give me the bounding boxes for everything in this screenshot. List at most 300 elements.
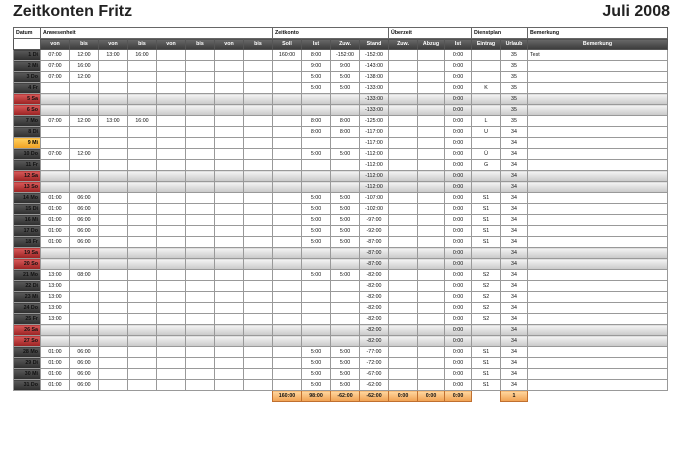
von-2-cell[interactable] bbox=[99, 138, 128, 149]
von-2-cell[interactable] bbox=[99, 237, 128, 248]
eintrag-cell[interactable]: S1 bbox=[472, 204, 501, 215]
bis-3-cell[interactable] bbox=[186, 248, 215, 259]
bemerkung-cell[interactable] bbox=[528, 325, 668, 336]
von-3-cell[interactable] bbox=[157, 358, 186, 369]
bis-2-cell[interactable] bbox=[128, 138, 157, 149]
bis-4-cell[interactable] bbox=[244, 182, 273, 193]
von-3-cell[interactable] bbox=[157, 303, 186, 314]
bemerkung-cell[interactable] bbox=[528, 259, 668, 270]
bis-3-cell[interactable] bbox=[186, 127, 215, 138]
bis-4-cell[interactable] bbox=[244, 336, 273, 347]
von-4-cell[interactable] bbox=[215, 325, 244, 336]
bemerkung-cell[interactable] bbox=[528, 193, 668, 204]
bemerkung-cell[interactable] bbox=[528, 116, 668, 127]
bemerkung-cell[interactable] bbox=[528, 281, 668, 292]
von-1-cell[interactable]: 13:00 bbox=[41, 314, 70, 325]
bis-4-cell[interactable] bbox=[244, 347, 273, 358]
von-4-cell[interactable] bbox=[215, 171, 244, 182]
von-4-cell[interactable] bbox=[215, 204, 244, 215]
bis-3-cell[interactable] bbox=[186, 116, 215, 127]
von-3-cell[interactable] bbox=[157, 171, 186, 182]
bis-4-cell[interactable] bbox=[244, 380, 273, 391]
bemerkung-cell[interactable] bbox=[528, 171, 668, 182]
bis-4-cell[interactable] bbox=[244, 127, 273, 138]
bis-2-cell[interactable] bbox=[128, 369, 157, 380]
bis-1-cell[interactable]: 12:00 bbox=[70, 149, 99, 160]
eintrag-cell[interactable]: S1 bbox=[472, 369, 501, 380]
bemerkung-cell[interactable] bbox=[528, 292, 668, 303]
von-2-cell[interactable] bbox=[99, 160, 128, 171]
bis-2-cell[interactable] bbox=[128, 171, 157, 182]
bis-2-cell[interactable] bbox=[128, 182, 157, 193]
von-1-cell[interactable] bbox=[41, 138, 70, 149]
eintrag-cell[interactable] bbox=[472, 94, 501, 105]
eintrag-cell[interactable] bbox=[472, 171, 501, 182]
bis-1-cell[interactable] bbox=[70, 171, 99, 182]
von-3-cell[interactable] bbox=[157, 270, 186, 281]
von-1-cell[interactable]: 01:00 bbox=[41, 347, 70, 358]
von-2-cell[interactable]: 13:00 bbox=[99, 116, 128, 127]
bemerkung-cell[interactable] bbox=[528, 226, 668, 237]
bis-4-cell[interactable] bbox=[244, 149, 273, 160]
von-1-cell[interactable] bbox=[41, 83, 70, 94]
bemerkung-cell[interactable] bbox=[528, 138, 668, 149]
von-3-cell[interactable] bbox=[157, 281, 186, 292]
bis-1-cell[interactable] bbox=[70, 336, 99, 347]
von-3-cell[interactable] bbox=[157, 116, 186, 127]
bis-3-cell[interactable] bbox=[186, 226, 215, 237]
von-1-cell[interactable] bbox=[41, 248, 70, 259]
von-3-cell[interactable] bbox=[157, 314, 186, 325]
bemerkung-cell[interactable] bbox=[528, 105, 668, 116]
eintrag-cell[interactable]: S2 bbox=[472, 270, 501, 281]
eintrag-cell[interactable] bbox=[472, 72, 501, 83]
von-4-cell[interactable] bbox=[215, 237, 244, 248]
bemerkung-cell[interactable] bbox=[528, 314, 668, 325]
eintrag-cell[interactable] bbox=[472, 61, 501, 72]
bis-3-cell[interactable] bbox=[186, 303, 215, 314]
bis-1-cell[interactable]: 06:00 bbox=[70, 215, 99, 226]
von-2-cell[interactable] bbox=[99, 270, 128, 281]
bis-2-cell[interactable] bbox=[128, 160, 157, 171]
eintrag-cell[interactable]: K bbox=[472, 83, 501, 94]
von-4-cell[interactable] bbox=[215, 248, 244, 259]
von-2-cell[interactable] bbox=[99, 226, 128, 237]
bemerkung-cell[interactable] bbox=[528, 270, 668, 281]
von-2-cell[interactable] bbox=[99, 105, 128, 116]
von-3-cell[interactable] bbox=[157, 83, 186, 94]
bis-1-cell[interactable] bbox=[70, 248, 99, 259]
von-3-cell[interactable] bbox=[157, 248, 186, 259]
von-1-cell[interactable]: 01:00 bbox=[41, 380, 70, 391]
bis-3-cell[interactable] bbox=[186, 94, 215, 105]
bis-2-cell[interactable] bbox=[128, 347, 157, 358]
von-1-cell[interactable] bbox=[41, 325, 70, 336]
bis-3-cell[interactable] bbox=[186, 182, 215, 193]
von-3-cell[interactable] bbox=[157, 226, 186, 237]
von-3-cell[interactable] bbox=[157, 149, 186, 160]
von-1-cell[interactable] bbox=[41, 127, 70, 138]
bis-4-cell[interactable] bbox=[244, 171, 273, 182]
bis-3-cell[interactable] bbox=[186, 215, 215, 226]
bis-1-cell[interactable]: 08:00 bbox=[70, 270, 99, 281]
von-1-cell[interactable] bbox=[41, 171, 70, 182]
bis-4-cell[interactable] bbox=[244, 193, 273, 204]
bis-3-cell[interactable] bbox=[186, 160, 215, 171]
bis-2-cell[interactable] bbox=[128, 149, 157, 160]
bis-4-cell[interactable] bbox=[244, 237, 273, 248]
bis-1-cell[interactable]: 06:00 bbox=[70, 347, 99, 358]
von-2-cell[interactable] bbox=[99, 94, 128, 105]
bis-4-cell[interactable] bbox=[244, 160, 273, 171]
bis-2-cell[interactable] bbox=[128, 237, 157, 248]
bis-3-cell[interactable] bbox=[186, 237, 215, 248]
bis-1-cell[interactable] bbox=[70, 303, 99, 314]
bis-1-cell[interactable] bbox=[70, 281, 99, 292]
bis-2-cell[interactable] bbox=[128, 380, 157, 391]
bemerkung-cell[interactable] bbox=[528, 237, 668, 248]
eintrag-cell[interactable]: S1 bbox=[472, 347, 501, 358]
eintrag-cell[interactable]: S1 bbox=[472, 215, 501, 226]
bis-3-cell[interactable] bbox=[186, 61, 215, 72]
von-4-cell[interactable] bbox=[215, 369, 244, 380]
bemerkung-cell[interactable] bbox=[528, 149, 668, 160]
bis-4-cell[interactable] bbox=[244, 270, 273, 281]
bis-3-cell[interactable] bbox=[186, 347, 215, 358]
von-2-cell[interactable] bbox=[99, 303, 128, 314]
von-2-cell[interactable] bbox=[99, 259, 128, 270]
bis-2-cell[interactable] bbox=[128, 303, 157, 314]
eintrag-cell[interactable] bbox=[472, 248, 501, 259]
von-2-cell[interactable] bbox=[99, 380, 128, 391]
von-2-cell[interactable] bbox=[99, 61, 128, 72]
bemerkung-cell[interactable] bbox=[528, 160, 668, 171]
bis-1-cell[interactable]: 06:00 bbox=[70, 369, 99, 380]
bis-2-cell[interactable] bbox=[128, 72, 157, 83]
von-3-cell[interactable] bbox=[157, 237, 186, 248]
von-3-cell[interactable] bbox=[157, 204, 186, 215]
bis-2-cell[interactable] bbox=[128, 292, 157, 303]
bis-1-cell[interactable]: 16:00 bbox=[70, 61, 99, 72]
bis-4-cell[interactable] bbox=[244, 369, 273, 380]
bis-1-cell[interactable]: 12:00 bbox=[70, 50, 99, 61]
bis-2-cell[interactable] bbox=[128, 105, 157, 116]
bis-1-cell[interactable] bbox=[70, 325, 99, 336]
von-4-cell[interactable] bbox=[215, 105, 244, 116]
von-3-cell[interactable] bbox=[157, 292, 186, 303]
eintrag-cell[interactable]: L bbox=[472, 116, 501, 127]
bis-1-cell[interactable] bbox=[70, 94, 99, 105]
bis-4-cell[interactable] bbox=[244, 281, 273, 292]
bis-3-cell[interactable] bbox=[186, 72, 215, 83]
von-4-cell[interactable] bbox=[215, 193, 244, 204]
von-3-cell[interactable] bbox=[157, 94, 186, 105]
bis-3-cell[interactable] bbox=[186, 281, 215, 292]
bis-3-cell[interactable] bbox=[186, 314, 215, 325]
von-4-cell[interactable] bbox=[215, 347, 244, 358]
von-1-cell[interactable] bbox=[41, 160, 70, 171]
von-3-cell[interactable] bbox=[157, 182, 186, 193]
von-2-cell[interactable] bbox=[99, 215, 128, 226]
bemerkung-cell[interactable] bbox=[528, 248, 668, 259]
bis-1-cell[interactable]: 12:00 bbox=[70, 72, 99, 83]
bis-1-cell[interactable] bbox=[70, 160, 99, 171]
von-2-cell[interactable] bbox=[99, 149, 128, 160]
bemerkung-cell[interactable] bbox=[528, 127, 668, 138]
bis-4-cell[interactable] bbox=[244, 83, 273, 94]
von-4-cell[interactable] bbox=[215, 226, 244, 237]
von-3-cell[interactable] bbox=[157, 347, 186, 358]
bis-3-cell[interactable] bbox=[186, 105, 215, 116]
von-4-cell[interactable] bbox=[215, 138, 244, 149]
von-4-cell[interactable] bbox=[215, 149, 244, 160]
bis-2-cell[interactable] bbox=[128, 248, 157, 259]
von-3-cell[interactable] bbox=[157, 127, 186, 138]
von-3-cell[interactable] bbox=[157, 72, 186, 83]
bis-1-cell[interactable] bbox=[70, 138, 99, 149]
von-4-cell[interactable] bbox=[215, 314, 244, 325]
bis-4-cell[interactable] bbox=[244, 226, 273, 237]
eintrag-cell[interactable]: U bbox=[472, 127, 501, 138]
bis-3-cell[interactable] bbox=[186, 325, 215, 336]
von-1-cell[interactable]: 01:00 bbox=[41, 215, 70, 226]
bis-1-cell[interactable] bbox=[70, 105, 99, 116]
von-1-cell[interactable]: 07:00 bbox=[41, 50, 70, 61]
bis-4-cell[interactable] bbox=[244, 215, 273, 226]
von-1-cell[interactable] bbox=[41, 182, 70, 193]
bis-2-cell[interactable] bbox=[128, 61, 157, 72]
bis-2-cell[interactable] bbox=[128, 259, 157, 270]
bis-3-cell[interactable] bbox=[186, 171, 215, 182]
bis-3-cell[interactable] bbox=[186, 358, 215, 369]
bis-4-cell[interactable] bbox=[244, 50, 273, 61]
von-1-cell[interactable]: 07:00 bbox=[41, 61, 70, 72]
eintrag-cell[interactable]: S2 bbox=[472, 303, 501, 314]
von-4-cell[interactable] bbox=[215, 160, 244, 171]
bis-4-cell[interactable] bbox=[244, 61, 273, 72]
bemerkung-cell[interactable] bbox=[528, 369, 668, 380]
von-4-cell[interactable] bbox=[215, 50, 244, 61]
von-1-cell[interactable] bbox=[41, 259, 70, 270]
bis-1-cell[interactable]: 06:00 bbox=[70, 193, 99, 204]
von-4-cell[interactable] bbox=[215, 303, 244, 314]
von-3-cell[interactable] bbox=[157, 105, 186, 116]
bis-3-cell[interactable] bbox=[186, 138, 215, 149]
bemerkung-cell[interactable] bbox=[528, 83, 668, 94]
bemerkung-cell[interactable] bbox=[528, 204, 668, 215]
von-2-cell[interactable] bbox=[99, 204, 128, 215]
eintrag-cell[interactable]: G bbox=[472, 160, 501, 171]
bis-3-cell[interactable] bbox=[186, 149, 215, 160]
bis-3-cell[interactable] bbox=[186, 380, 215, 391]
von-2-cell[interactable]: 13:00 bbox=[99, 50, 128, 61]
bis-1-cell[interactable]: 06:00 bbox=[70, 204, 99, 215]
von-2-cell[interactable] bbox=[99, 72, 128, 83]
bis-4-cell[interactable] bbox=[244, 116, 273, 127]
bemerkung-cell[interactable] bbox=[528, 94, 668, 105]
von-2-cell[interactable] bbox=[99, 182, 128, 193]
bis-4-cell[interactable] bbox=[244, 303, 273, 314]
bemerkung-cell[interactable] bbox=[528, 336, 668, 347]
bis-3-cell[interactable] bbox=[186, 50, 215, 61]
bemerkung-cell[interactable] bbox=[528, 72, 668, 83]
von-2-cell[interactable] bbox=[99, 347, 128, 358]
eintrag-cell[interactable] bbox=[472, 138, 501, 149]
von-1-cell[interactable]: 07:00 bbox=[41, 149, 70, 160]
von-4-cell[interactable] bbox=[215, 61, 244, 72]
eintrag-cell[interactable]: S1 bbox=[472, 380, 501, 391]
bis-2-cell[interactable] bbox=[128, 358, 157, 369]
bis-2-cell[interactable] bbox=[128, 193, 157, 204]
von-4-cell[interactable] bbox=[215, 215, 244, 226]
von-2-cell[interactable] bbox=[99, 281, 128, 292]
bis-3-cell[interactable] bbox=[186, 259, 215, 270]
bemerkung-cell[interactable] bbox=[528, 215, 668, 226]
bis-1-cell[interactable] bbox=[70, 182, 99, 193]
bis-4-cell[interactable] bbox=[244, 204, 273, 215]
eintrag-cell[interactable]: S2 bbox=[472, 314, 501, 325]
von-1-cell[interactable]: 01:00 bbox=[41, 193, 70, 204]
eintrag-cell[interactable]: S2 bbox=[472, 292, 501, 303]
bis-4-cell[interactable] bbox=[244, 292, 273, 303]
bis-3-cell[interactable] bbox=[186, 292, 215, 303]
bis-1-cell[interactable] bbox=[70, 127, 99, 138]
von-4-cell[interactable] bbox=[215, 72, 244, 83]
eintrag-cell[interactable]: S1 bbox=[472, 358, 501, 369]
bis-1-cell[interactable] bbox=[70, 83, 99, 94]
bis-3-cell[interactable] bbox=[186, 336, 215, 347]
von-2-cell[interactable] bbox=[99, 369, 128, 380]
von-2-cell[interactable] bbox=[99, 358, 128, 369]
von-2-cell[interactable] bbox=[99, 171, 128, 182]
bis-3-cell[interactable] bbox=[186, 270, 215, 281]
von-4-cell[interactable] bbox=[215, 380, 244, 391]
eintrag-cell[interactable] bbox=[472, 259, 501, 270]
von-2-cell[interactable] bbox=[99, 325, 128, 336]
von-1-cell[interactable]: 01:00 bbox=[41, 204, 70, 215]
von-3-cell[interactable] bbox=[157, 160, 186, 171]
bis-4-cell[interactable] bbox=[244, 314, 273, 325]
bemerkung-cell[interactable] bbox=[528, 303, 668, 314]
von-4-cell[interactable] bbox=[215, 292, 244, 303]
bis-4-cell[interactable] bbox=[244, 325, 273, 336]
von-3-cell[interactable] bbox=[157, 380, 186, 391]
bemerkung-cell[interactable] bbox=[528, 61, 668, 72]
eintrag-cell[interactable]: S1 bbox=[472, 237, 501, 248]
bis-2-cell[interactable] bbox=[128, 215, 157, 226]
bemerkung-cell[interactable] bbox=[528, 182, 668, 193]
bis-1-cell[interactable] bbox=[70, 314, 99, 325]
bis-2-cell[interactable]: 16:00 bbox=[128, 50, 157, 61]
von-1-cell[interactable]: 01:00 bbox=[41, 237, 70, 248]
bemerkung-cell[interactable] bbox=[528, 358, 668, 369]
von-1-cell[interactable] bbox=[41, 94, 70, 105]
von-4-cell[interactable] bbox=[215, 259, 244, 270]
von-2-cell[interactable] bbox=[99, 292, 128, 303]
bemerkung-cell[interactable] bbox=[528, 347, 668, 358]
von-2-cell[interactable] bbox=[99, 314, 128, 325]
von-1-cell[interactable] bbox=[41, 105, 70, 116]
von-3-cell[interactable] bbox=[157, 138, 186, 149]
von-4-cell[interactable] bbox=[215, 94, 244, 105]
bis-2-cell[interactable] bbox=[128, 204, 157, 215]
von-1-cell[interactable]: 13:00 bbox=[41, 281, 70, 292]
eintrag-cell[interactable]: S1 bbox=[472, 193, 501, 204]
bis-1-cell[interactable] bbox=[70, 259, 99, 270]
eintrag-cell[interactable] bbox=[472, 336, 501, 347]
bis-2-cell[interactable] bbox=[128, 270, 157, 281]
bis-2-cell[interactable] bbox=[128, 83, 157, 94]
von-4-cell[interactable] bbox=[215, 281, 244, 292]
von-1-cell[interactable]: 01:00 bbox=[41, 226, 70, 237]
von-1-cell[interactable]: 07:00 bbox=[41, 116, 70, 127]
eintrag-cell[interactable] bbox=[472, 105, 501, 116]
von-4-cell[interactable] bbox=[215, 358, 244, 369]
von-2-cell[interactable] bbox=[99, 83, 128, 94]
eintrag-cell[interactable] bbox=[472, 50, 501, 61]
bis-3-cell[interactable] bbox=[186, 369, 215, 380]
bis-3-cell[interactable] bbox=[186, 193, 215, 204]
eintrag-cell[interactable] bbox=[472, 325, 501, 336]
von-1-cell[interactable]: 01:00 bbox=[41, 369, 70, 380]
von-3-cell[interactable] bbox=[157, 336, 186, 347]
bis-3-cell[interactable] bbox=[186, 83, 215, 94]
von-4-cell[interactable] bbox=[215, 116, 244, 127]
von-4-cell[interactable] bbox=[215, 83, 244, 94]
von-1-cell[interactable]: 13:00 bbox=[41, 292, 70, 303]
von-2-cell[interactable] bbox=[99, 127, 128, 138]
bemerkung-cell[interactable]: Test bbox=[528, 50, 668, 61]
bis-2-cell[interactable] bbox=[128, 281, 157, 292]
von-4-cell[interactable] bbox=[215, 270, 244, 281]
bis-2-cell[interactable] bbox=[128, 226, 157, 237]
von-1-cell[interactable]: 13:00 bbox=[41, 270, 70, 281]
von-2-cell[interactable] bbox=[99, 336, 128, 347]
bis-4-cell[interactable] bbox=[244, 72, 273, 83]
von-4-cell[interactable] bbox=[215, 127, 244, 138]
von-3-cell[interactable] bbox=[157, 50, 186, 61]
von-1-cell[interactable]: 01:00 bbox=[41, 358, 70, 369]
eintrag-cell[interactable]: S2 bbox=[472, 281, 501, 292]
bis-2-cell[interactable] bbox=[128, 314, 157, 325]
eintrag-cell[interactable]: S1 bbox=[472, 226, 501, 237]
bis-4-cell[interactable] bbox=[244, 259, 273, 270]
von-1-cell[interactable] bbox=[41, 336, 70, 347]
von-4-cell[interactable] bbox=[215, 182, 244, 193]
bis-3-cell[interactable] bbox=[186, 204, 215, 215]
bis-2-cell[interactable] bbox=[128, 127, 157, 138]
bis-1-cell[interactable]: 06:00 bbox=[70, 358, 99, 369]
von-1-cell[interactable]: 13:00 bbox=[41, 303, 70, 314]
bis-1-cell[interactable] bbox=[70, 292, 99, 303]
bis-1-cell[interactable]: 06:00 bbox=[70, 237, 99, 248]
von-3-cell[interactable] bbox=[157, 325, 186, 336]
von-1-cell[interactable]: 07:00 bbox=[41, 72, 70, 83]
bis-1-cell[interactable]: 12:00 bbox=[70, 116, 99, 127]
eintrag-cell[interactable]: Ü bbox=[472, 149, 501, 160]
bis-4-cell[interactable] bbox=[244, 105, 273, 116]
bis-2-cell[interactable]: 16:00 bbox=[128, 116, 157, 127]
von-3-cell[interactable] bbox=[157, 215, 186, 226]
bis-1-cell[interactable]: 06:00 bbox=[70, 380, 99, 391]
von-3-cell[interactable] bbox=[157, 193, 186, 204]
bis-4-cell[interactable] bbox=[244, 248, 273, 259]
bis-4-cell[interactable] bbox=[244, 358, 273, 369]
bis-2-cell[interactable] bbox=[128, 94, 157, 105]
von-2-cell[interactable] bbox=[99, 248, 128, 259]
von-3-cell[interactable] bbox=[157, 259, 186, 270]
von-3-cell[interactable] bbox=[157, 369, 186, 380]
